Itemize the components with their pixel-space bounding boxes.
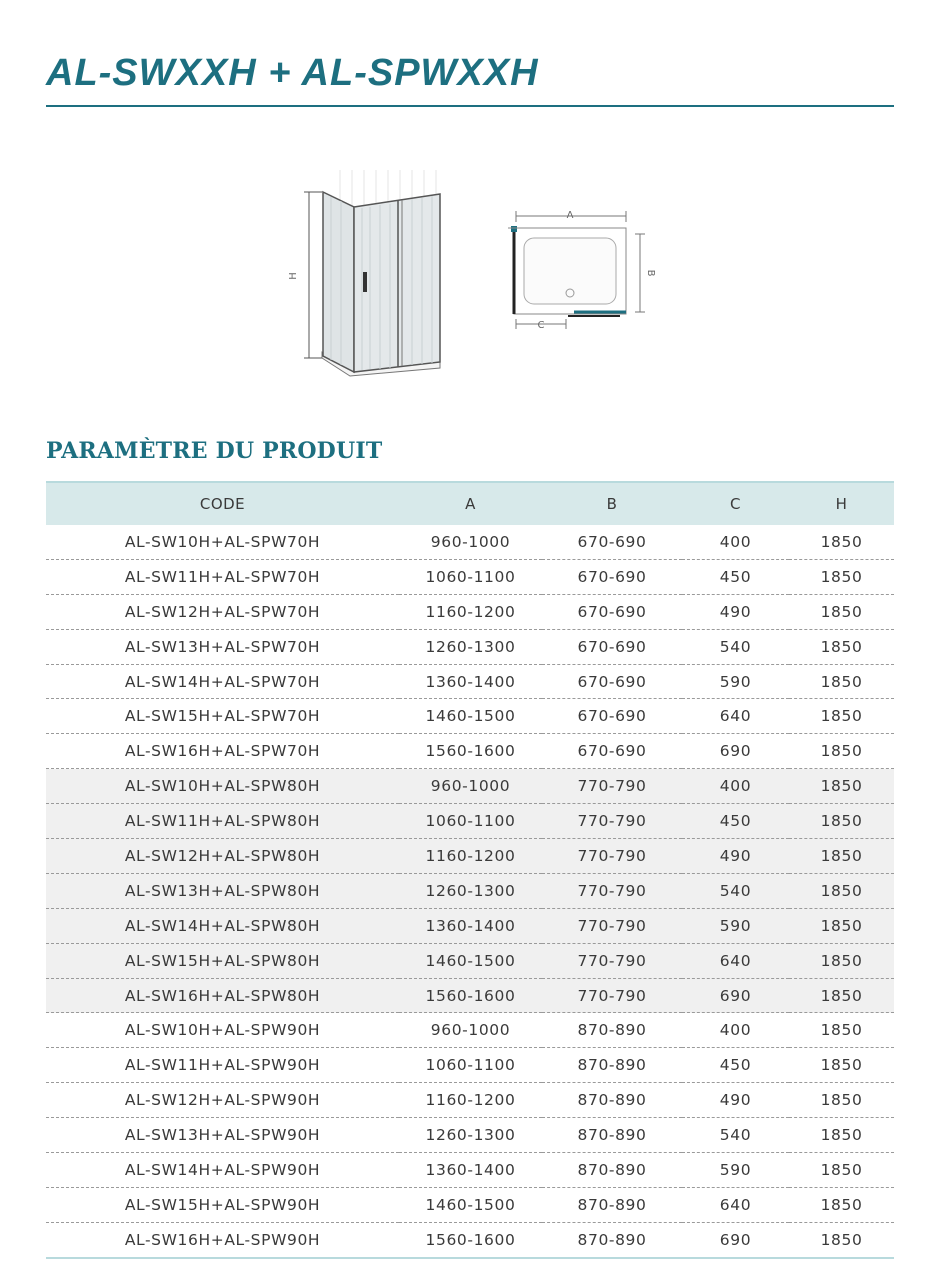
cell-h: 1850 [789,559,894,594]
table-row [46,1048,894,1083]
cell-h: 1850 [789,699,894,734]
cell-code: AL-SW16H+AL-SPW70H [46,734,399,769]
cell-c: 590 [682,908,789,943]
cell-h: 1850 [789,629,894,664]
cell-code: AL-SW13H+AL-SPW90H [46,1118,399,1153]
cell-b: 770-790 [542,908,682,943]
table-row [46,804,894,839]
cell-code: AL-SW14H+AL-SPW80H [46,908,399,943]
cell-a: 1360-1400 [399,1153,542,1188]
table-row [46,559,894,594]
cell-h: 1850 [789,1222,894,1257]
cell-code: AL-SW13H+AL-SPW70H [46,629,399,664]
cell-a: 1160-1200 [399,594,542,629]
cell-code: AL-SW15H+AL-SPW80H [46,943,399,978]
cell-c: 540 [682,629,789,664]
cell-h: 1850 [789,769,894,804]
cell-a: 1560-1600 [399,734,542,769]
cell-b: 670-690 [542,699,682,734]
cell-h: 1850 [789,594,894,629]
cell-a: 1460-1500 [399,699,542,734]
cell-c: 490 [682,594,789,629]
cell-code: AL-SW13H+AL-SPW80H [46,873,399,908]
cell-a: 960-1000 [399,769,542,804]
cell-code: AL-SW10H+AL-SPW70H [46,525,399,559]
cell-code: AL-SW16H+AL-SPW80H [46,978,399,1013]
cell-code: AL-SW16H+AL-SPW90H [46,1222,399,1257]
cell-code: AL-SW11H+AL-SPW80H [46,804,399,839]
cell-b: 770-790 [542,804,682,839]
cell-b: 870-890 [542,1048,682,1083]
page-title: AL-SWXXH + AL-SPWXXH [46,52,539,94]
table-row [46,525,894,559]
cell-b: 870-890 [542,1187,682,1222]
table-header-row [46,482,894,525]
cell-a: 1060-1100 [399,804,542,839]
cell-c: 450 [682,804,789,839]
cell-a: 1460-1500 [399,943,542,978]
cell-h: 1850 [789,734,894,769]
cell-c: 400 [682,769,789,804]
cell-h: 1850 [789,839,894,874]
cell-c: 490 [682,1083,789,1118]
cell-c: 690 [682,1222,789,1257]
cell-h: 1850 [789,804,894,839]
table-row [46,839,894,874]
table-row [46,699,894,734]
depth-dimension-label: B [645,269,656,277]
cell-b: 770-790 [542,943,682,978]
table-row [46,1013,894,1048]
table-row [46,943,894,978]
door-handle-icon [363,272,367,292]
table-row [46,594,894,629]
table-row [46,908,894,943]
table-body [46,525,894,1258]
cell-b: 770-790 [542,873,682,908]
cell-b: 770-790 [542,978,682,1013]
product-parameters-table [46,481,894,1259]
section-title: PARAMÈTRE DU PRODUIT [46,438,383,464]
cell-c: 450 [682,1048,789,1083]
cell-c: 400 [682,1013,789,1048]
cell-c: 540 [682,873,789,908]
cell-code: AL-SW11H+AL-SPW90H [46,1048,399,1083]
cell-b: 670-690 [542,594,682,629]
cell-b: 870-890 [542,1222,682,1257]
cell-h: 1850 [789,1153,894,1188]
cell-h: 1850 [789,664,894,699]
cell-h: 1850 [789,1187,894,1222]
cell-a: 960-1000 [399,525,542,559]
cell-b: 670-690 [542,525,682,559]
cell-b: 670-690 [542,629,682,664]
table-row [46,1222,894,1257]
entry-dimension-label: C [537,320,545,331]
cell-c: 590 [682,1153,789,1188]
cell-a: 1260-1300 [399,873,542,908]
table-row [46,1083,894,1118]
column-header-c: C [682,482,789,525]
table-row [46,1118,894,1153]
cell-code: AL-SW10H+AL-SPW90H [46,1013,399,1048]
cell-a: 1160-1200 [399,1083,542,1118]
cell-c: 640 [682,943,789,978]
cell-a: 1260-1300 [399,1118,542,1153]
cell-h: 1850 [789,943,894,978]
height-dimension-label: H [288,272,299,280]
table-row [46,769,894,804]
product-diagrams [0,0,940,420]
table-row [46,1187,894,1222]
cell-c: 400 [682,525,789,559]
cell-c: 450 [682,559,789,594]
cell-h: 1850 [789,908,894,943]
cell-code: AL-SW15H+AL-SPW90H [46,1187,399,1222]
cell-h: 1850 [789,1048,894,1083]
cell-b: 870-890 [542,1013,682,1048]
column-header-code: CODE [46,482,399,525]
cell-a: 1360-1400 [399,664,542,699]
cell-c: 490 [682,839,789,874]
cell-c: 640 [682,699,789,734]
cell-a: 1260-1300 [399,629,542,664]
cell-a: 1560-1600 [399,978,542,1013]
plan-view-illustration [508,210,656,331]
table-row [46,978,894,1013]
width-dimension-label: A [566,210,574,221]
column-header-h: H [789,482,894,525]
cell-b: 670-690 [542,734,682,769]
table-row [46,873,894,908]
cell-a: 1160-1200 [399,839,542,874]
table-row [46,629,894,664]
column-header-b: B [542,482,682,525]
cell-b: 770-790 [542,839,682,874]
cell-code: AL-SW14H+AL-SPW90H [46,1153,399,1188]
cell-a: 1560-1600 [399,1222,542,1257]
enclosure-illustration [288,170,440,376]
cell-b: 870-890 [542,1118,682,1153]
cell-code: AL-SW15H+AL-SPW70H [46,699,399,734]
cell-b: 670-690 [542,559,682,594]
cell-code: AL-SW14H+AL-SPW70H [46,664,399,699]
cell-h: 1850 [789,1013,894,1048]
table-row [46,734,894,769]
cell-a: 960-1000 [399,1013,542,1048]
cell-a: 1060-1100 [399,1048,542,1083]
table-row [46,1153,894,1188]
cell-a: 1060-1100 [399,559,542,594]
cell-code: AL-SW11H+AL-SPW70H [46,559,399,594]
cell-h: 1850 [789,525,894,559]
cell-c: 690 [682,734,789,769]
cell-a: 1460-1500 [399,1187,542,1222]
cell-c: 590 [682,664,789,699]
table-row [46,664,894,699]
cell-h: 1850 [789,873,894,908]
column-header-a: A [399,482,542,525]
cell-a: 1360-1400 [399,908,542,943]
cell-c: 540 [682,1118,789,1153]
cell-h: 1850 [789,1118,894,1153]
cell-c: 690 [682,978,789,1013]
cell-b: 870-890 [542,1083,682,1118]
cell-b: 670-690 [542,664,682,699]
cell-code: AL-SW12H+AL-SPW80H [46,839,399,874]
cell-b: 770-790 [542,769,682,804]
cell-code: AL-SW12H+AL-SPW70H [46,594,399,629]
cell-c: 640 [682,1187,789,1222]
cell-code: AL-SW12H+AL-SPW90H [46,1083,399,1118]
cell-code: AL-SW10H+AL-SPW80H [46,769,399,804]
cell-h: 1850 [789,978,894,1013]
cell-h: 1850 [789,1083,894,1118]
cell-b: 870-890 [542,1153,682,1188]
